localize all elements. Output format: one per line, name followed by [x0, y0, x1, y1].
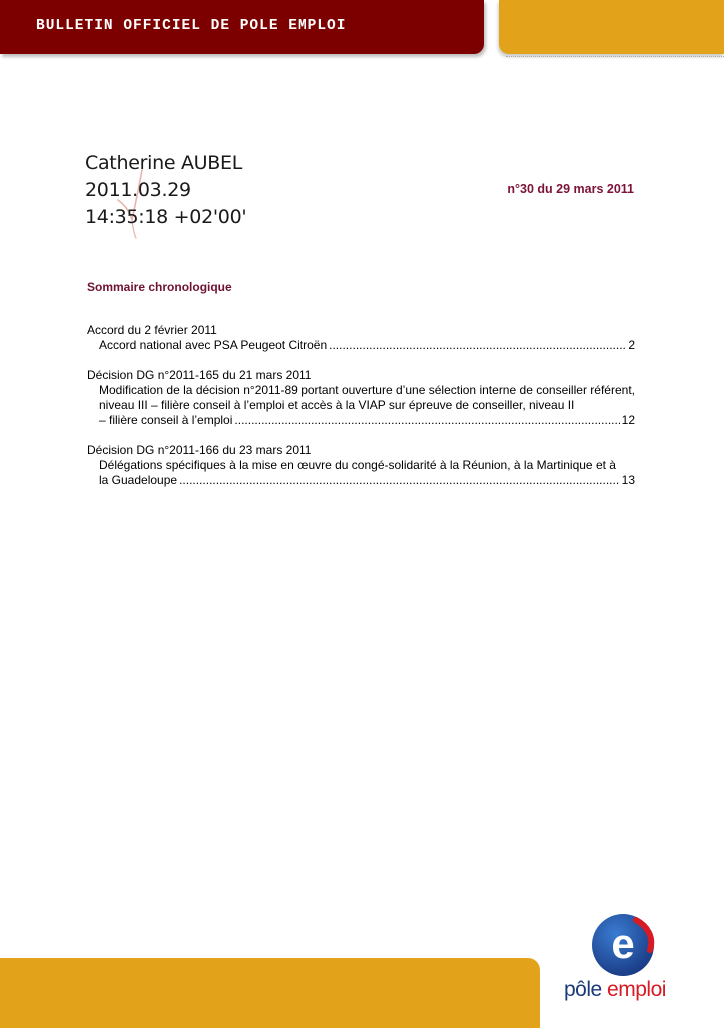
toc-entry-1[interactable] [87, 323, 635, 353]
pole-emploi-logo [560, 912, 690, 1007]
toc-page-number: 2 [628, 338, 635, 352]
bulletin-title: BULLETIN OFFICIEL DE POLE EMPLOI [36, 18, 347, 34]
logo-letter: e [611, 920, 635, 967]
logo-word-pole: pôle [564, 978, 602, 1001]
issue-number: n°30 du 29 mars 2011 [507, 182, 634, 196]
toc-entry-2[interactable] [87, 368, 635, 428]
toc-page-number: 12 [621, 413, 635, 427]
logo-wordmark [564, 978, 666, 1002]
toc-page-number: 13 [621, 473, 635, 487]
toc-entry-text: Modification de la décision n°2011-89 portant ouverture d’une sélection interne de conseiller référent, niveau III – filière conseil à l’emploi et accès à la VIAP sur épreuve de conseiller, niveau II [99, 383, 635, 412]
signature-time: 14:35:18 +02'00' [85, 206, 247, 228]
toc-entry-text: Accord national avec PSA Peugeot Citroën [99, 338, 328, 352]
signature-name: Catherine AUBEL [85, 152, 242, 174]
footer-gold-band [0, 958, 540, 1028]
logo-word-emploi: emploi [607, 978, 666, 1001]
toc-entry-text: Délégations spécifiques à la mise en œuvre du congé-solidarité à la Réunion, à la Martinique et à [99, 458, 616, 472]
digital-signature [85, 150, 246, 231]
dot-leader [234, 413, 619, 428]
header-dotted-rule [506, 56, 724, 57]
toc-entry-text-end: – filière conseil à l’emploi [99, 413, 233, 427]
toc-entry-title: Décision DG n°2011-165 du 21 mars 2011 [87, 368, 312, 382]
table-of-contents [87, 323, 635, 503]
pole-emploi-e-icon [590, 912, 656, 978]
toc-entry-text-end: la Guadeloupe [99, 473, 178, 487]
toc-entry-title: Accord du 2 février 2011 [87, 323, 217, 337]
header-band [0, 0, 484, 54]
toc-heading: Sommaire chronologique [87, 280, 232, 294]
signature-date: 2011.03.29 [85, 179, 191, 201]
header-gold-band [499, 0, 724, 54]
toc-entry-title: Décision DG n°2011-166 du 23 mars 2011 [87, 443, 312, 457]
dot-leader [329, 338, 626, 353]
dot-leader [179, 473, 620, 488]
toc-entry-3[interactable] [87, 443, 635, 488]
